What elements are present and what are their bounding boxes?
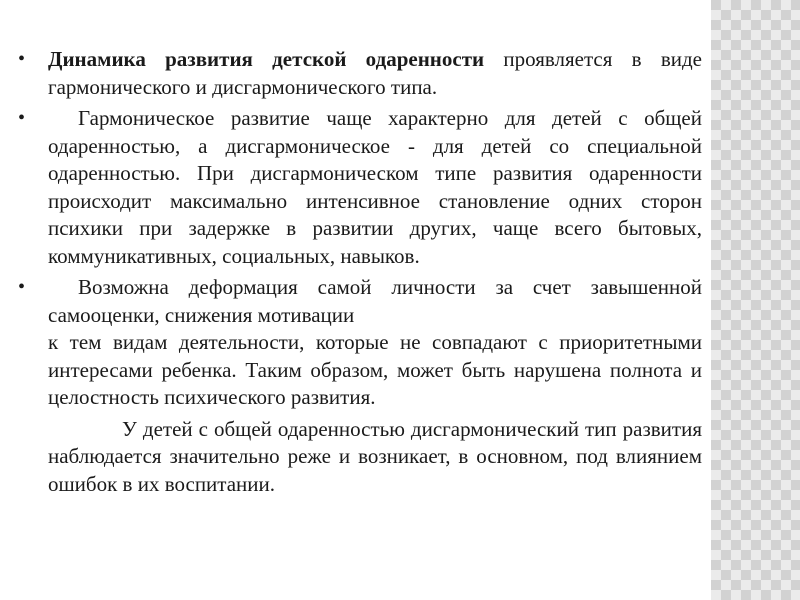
bold-heading: Динамика развития детской одаренности	[48, 47, 485, 71]
paragraph-3-line1: Возможна деформация самой личности за счет завышенной самооценки, снижения мотивации	[48, 275, 702, 327]
paragraph-item-4	[18, 416, 702, 499]
bullet-icon: •	[18, 276, 26, 298]
bullet-icon: •	[18, 107, 26, 129]
decorative-side-band	[711, 0, 800, 600]
paragraph-1-text: проявляется в виде гармонического и дисгармонического типа.	[48, 47, 702, 99]
paragraph-3-line2: к тем видам деятельности, которые не совпадают с приоритетными интересами ребенка. Таким образом, может быть нарушена полнота и целостность психического развития.	[48, 330, 702, 409]
bullet-icon: •	[18, 48, 26, 70]
paragraph-2: Гармоническое развитие чаще характерно для детей с общей одаренностью, а дисгармоническое - для детей со специальной одаренностью. При дисгармоническом типе развития одаренности происходит максимально интенсивное становление одних сторон психики при задержке в развитии других, чаще всего бытовых, коммуникативных, социальных, навыков.	[48, 106, 702, 268]
paragraph-1	[48, 46, 702, 101]
slide-content	[18, 46, 702, 502]
bullet-item-1	[18, 46, 702, 101]
paragraph-4: У детей с общей одаренностью дисгармонический тип развития наблюдается значительно реже и возникает, в основном, под влиянием ошибок в их воспитании.	[48, 416, 702, 496]
bullet-item-3	[18, 274, 702, 412]
bullet-item-2	[18, 105, 702, 270]
